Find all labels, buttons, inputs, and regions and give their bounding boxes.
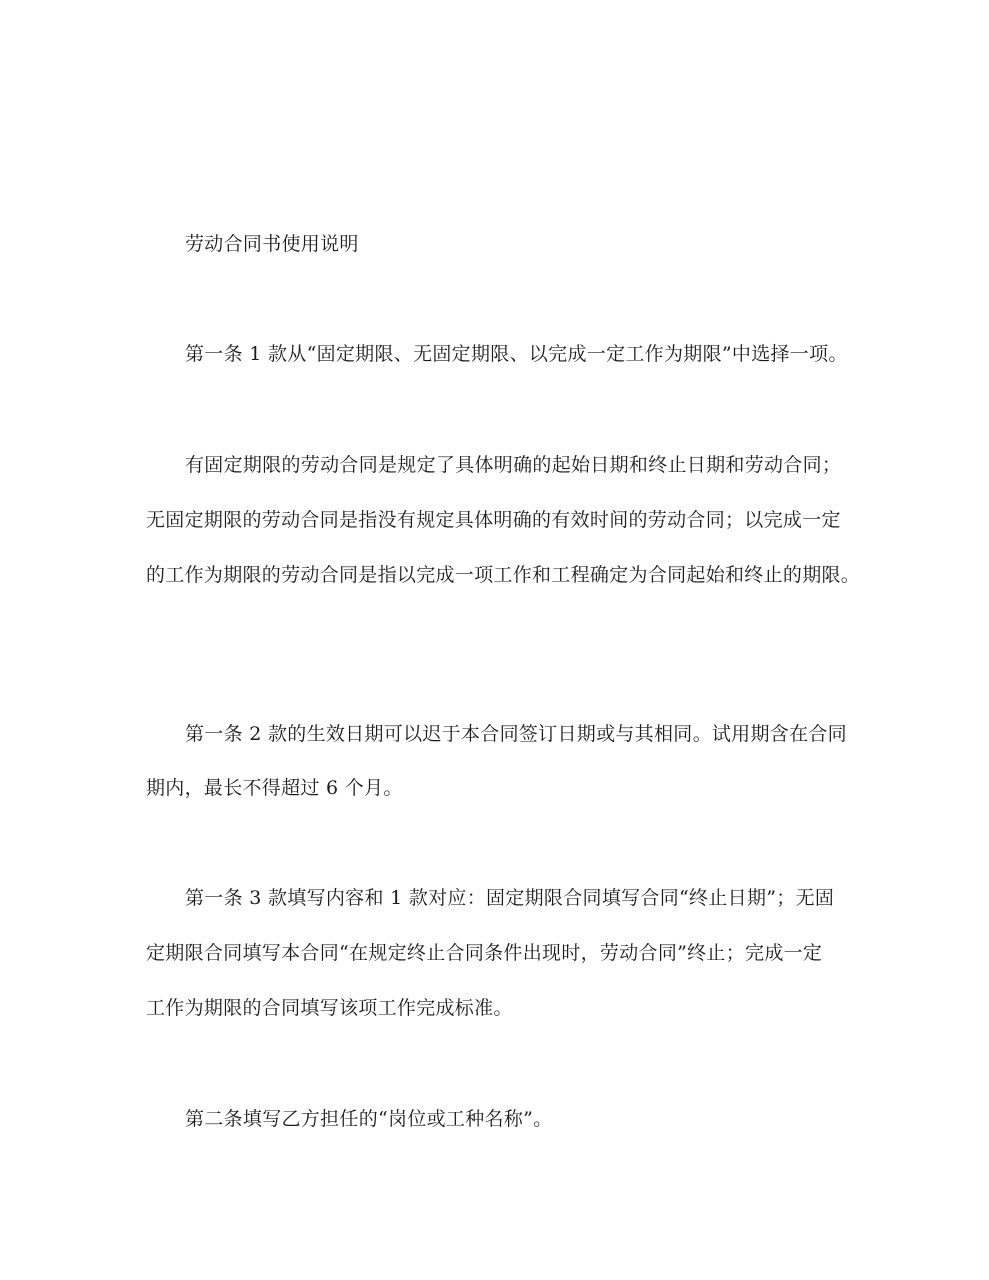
paragraph-line: 第二条填写乙方担任的“岗位或工种名称”。 <box>185 1108 553 1130</box>
paragraph-line: 工作为期限的合同填写该项工作完成标准。 <box>146 997 513 1019</box>
paragraph-line: 有固定期限的劳动合同是规定了具体明确的起始日期和终止日期和劳动合同； <box>185 454 842 476</box>
paragraph-line: 第一条 3 款填写内容和 1 款对应：固定期限合同填写合同“终止日期”；无固 <box>185 887 835 909</box>
paragraph-line: 定期限合同填写本合同“在规定终止合同条件出现时，劳动合同”终止；完成一定 <box>146 942 823 964</box>
document-title: 劳动合同书使用说明 <box>185 233 359 255</box>
paragraph-line: 的工作为期限的劳动合同是指以完成一项工作和工程确定为合同起始和终止的期限。 <box>146 564 861 586</box>
paragraph-line: 期内，最长不得超过 6 个月。 <box>146 777 403 799</box>
paragraph-line: 第一条 1 款从“固定期限、无固定期限、以完成一定工作为期限”中选择一项。 <box>185 343 848 365</box>
paragraph-line: 无固定期限的劳动合同是指没有规定具体明确的有效时间的劳动合同；以完成一定 <box>146 509 841 531</box>
paragraph-line: 第一条 2 款的生效日期可以迟于本合同签订日期或与其相同。试用期含在合同 <box>185 723 847 745</box>
